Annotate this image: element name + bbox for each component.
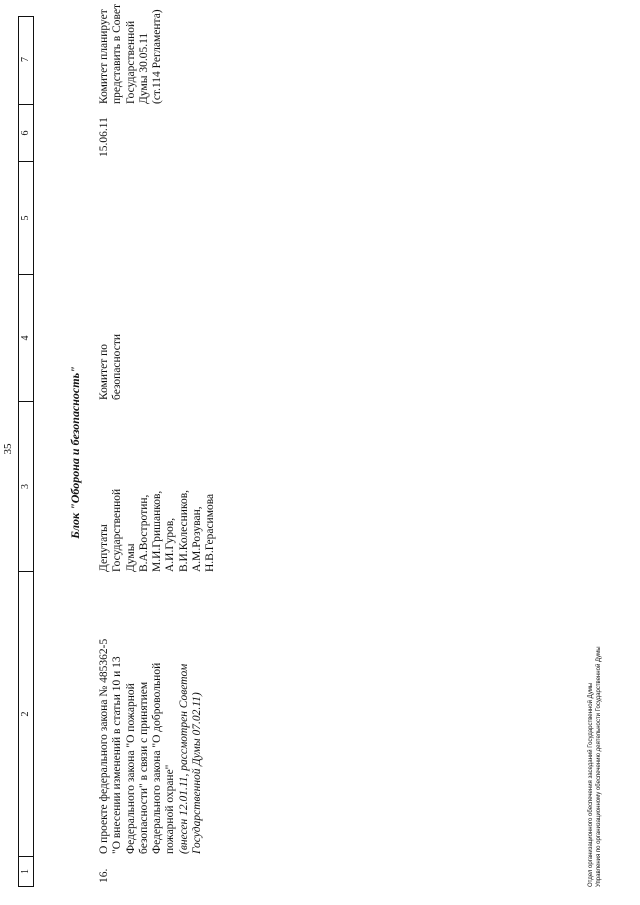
header-col-6: 6 xyxy=(19,104,33,161)
note-line: представить в Совет xyxy=(111,3,124,104)
description-line: Федерального закона "О добровольной xyxy=(151,662,164,854)
description-note-line: Государственной Думы 07.02.11) xyxy=(191,692,204,854)
responsible-committee xyxy=(98,334,125,400)
block-title: Блок "Оборона и безопасность" xyxy=(68,366,82,539)
row-number: 16. xyxy=(98,868,110,883)
description-line: Федерального закона "О пожарной xyxy=(124,683,137,854)
author-line: В.А.Вострoтин, xyxy=(137,494,150,572)
description-note-line: (внесен 12.01.11, рассмотрен Советом xyxy=(177,663,190,854)
description-line: "О внесении изменений в статьи 10 и 13 xyxy=(111,656,124,854)
planned-date: 15.06.11 xyxy=(98,117,110,157)
header-col-5: 5 xyxy=(19,161,33,274)
bill-description xyxy=(98,638,204,854)
description-line: пожарной охране" xyxy=(164,764,177,854)
note-line: Думы 30.05.11 xyxy=(137,32,150,104)
author-line: А.М.Розуван, xyxy=(191,506,204,572)
note xyxy=(98,4,164,104)
author-line: М.И.Гришанков, xyxy=(151,490,164,572)
header-col-3: 3 xyxy=(19,401,33,571)
column-number-header xyxy=(18,16,34,887)
author-line: А.И.Гуров, xyxy=(164,517,177,572)
bill-authors xyxy=(98,489,218,572)
committee-line: безопасности xyxy=(111,333,124,400)
description-line: безопасности" в связи с принятием xyxy=(137,681,150,854)
header-col-4: 4 xyxy=(19,274,33,401)
committee-line: Комитет по xyxy=(98,344,110,400)
page-number: 35 xyxy=(2,443,14,455)
footer-line: Управления по организационному обеспечению деятельности Государственной Думы xyxy=(595,646,602,887)
note-line: (ст.114 Регламента) xyxy=(151,9,164,104)
footer-line: Отдел организационного обеспечения заседаний Государственной Думы xyxy=(588,682,594,887)
note-line: Комитет планирует xyxy=(98,9,110,104)
author-line: Государственной xyxy=(111,488,124,572)
author-line: Н.В.Герасимова xyxy=(204,493,217,572)
header-col-7: 7 xyxy=(20,57,31,62)
header-col-2: 2 xyxy=(19,571,33,856)
author-line: В.И.Колесников, xyxy=(177,489,190,572)
description-line: О проекте федерального закона № 485362-5 xyxy=(98,638,110,854)
author-line: Депутаты xyxy=(98,524,110,572)
note-line: Государственной xyxy=(124,20,137,104)
footer xyxy=(588,646,603,887)
author-line: Думы xyxy=(124,543,137,572)
header-col-1: 1 xyxy=(19,856,33,886)
